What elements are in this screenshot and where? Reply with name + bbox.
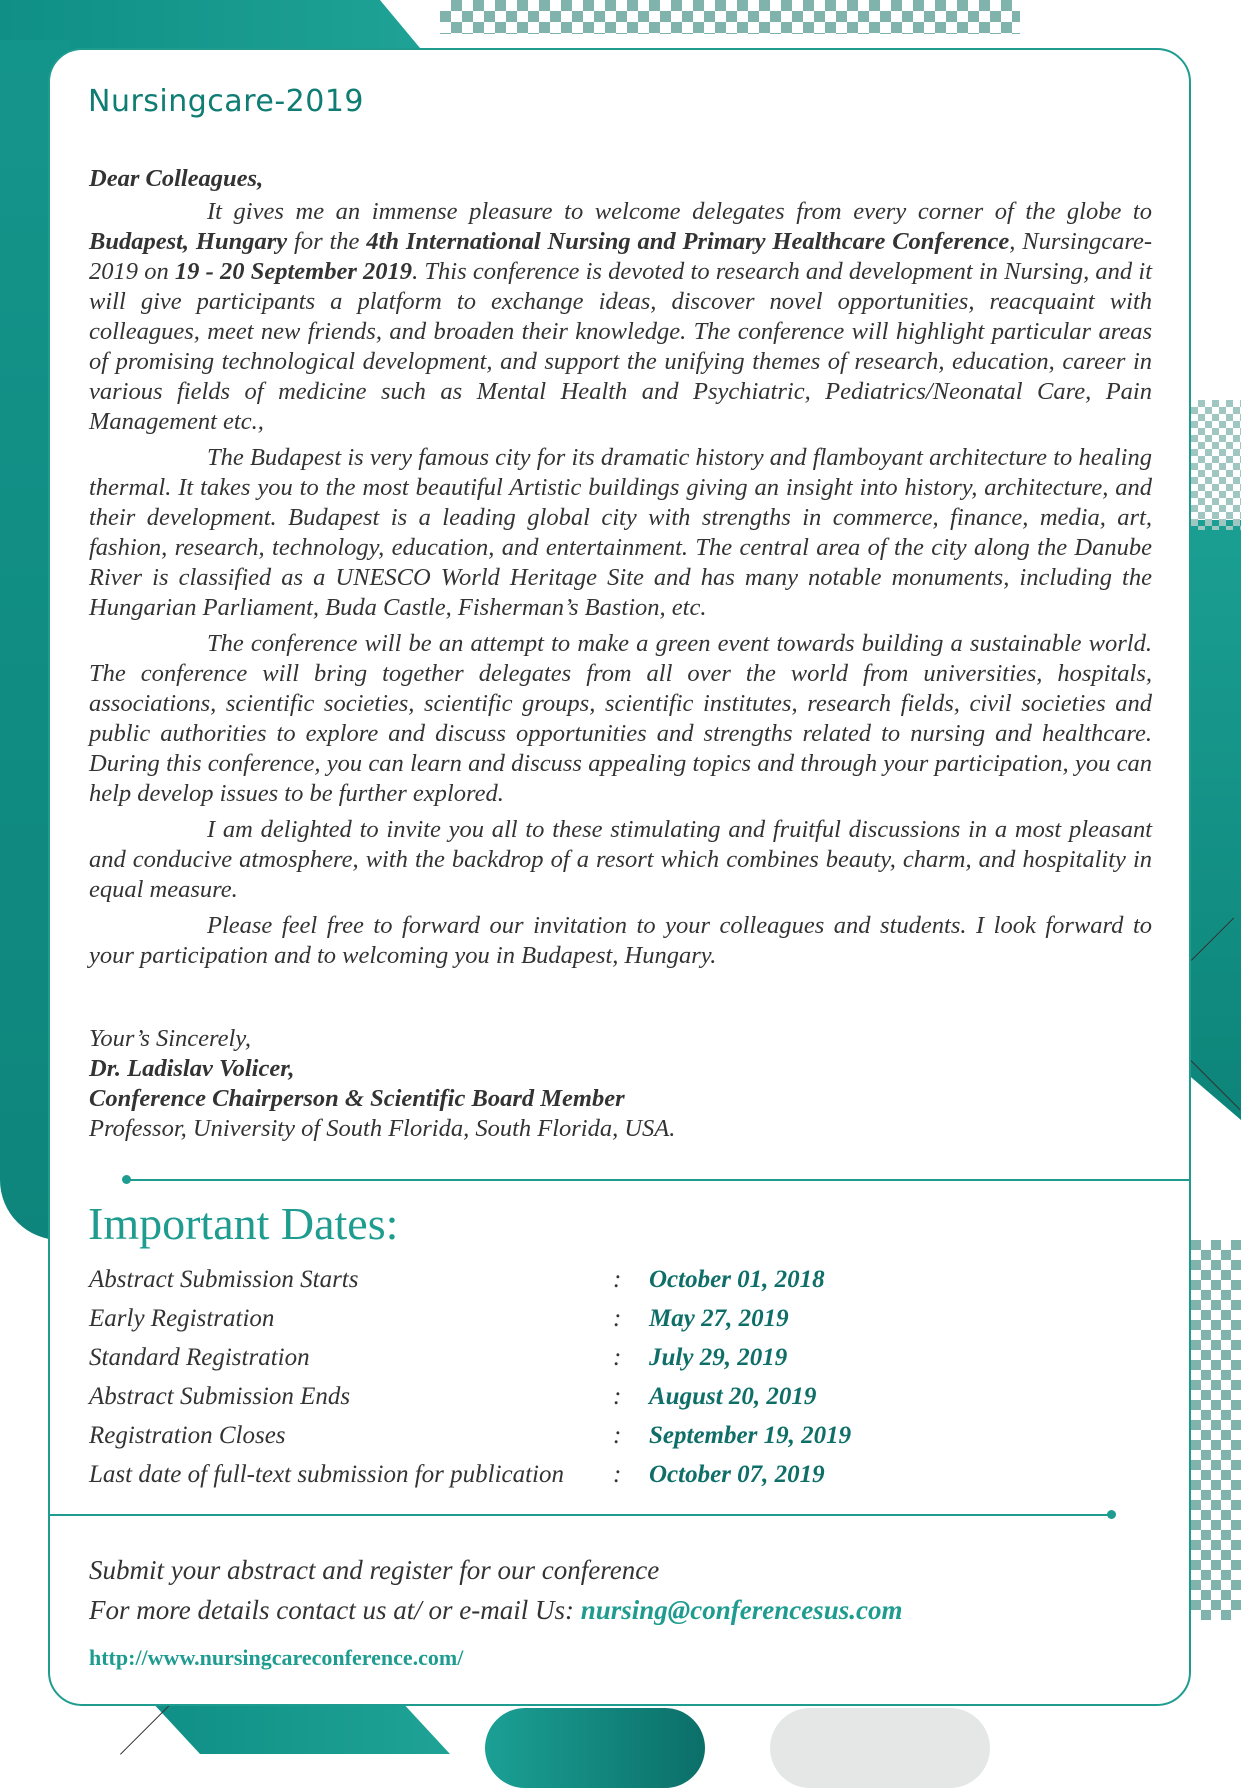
date-value: May 27, 2019: [649, 1305, 789, 1332]
letter-paragraph-5: Please feel free to forward our invitation to your colleagues and students. I look forward to your participation and to welcoming you in Budapest, Hungary.: [89, 912, 1152, 969]
date-label: Early Registration: [89, 1305, 275, 1332]
signature-role: Conference Chairperson & Scientific Board Member: [89, 1085, 625, 1112]
important-dates-list: [89, 1266, 989, 1500]
letter-paragraph-2: The Budapest is very famous city for its dramatic history and flamboyant architecture to healing thermal. It takes you to the most beautiful Artistic buildings giving an insight into history, architecture, and their development. Budapest is a leading global city with strengths in commerce, finance, media, art, fashion, research, technology, education, and entertainment. The central area of the city along the Danube River is classified as a UNESCO World Heritage Site and has many notable monuments, including the Hungarian Parliament, Buda Castle, Fisherman’s Bastion, etc.: [89, 444, 1152, 621]
date-value: August 20, 2019: [649, 1383, 817, 1410]
text-span: It gives me an immense pleasure to welcome delegates from every corner of the globe to: [207, 198, 1152, 225]
signature-block: [89, 1024, 675, 1144]
date-value: October 07, 2019: [649, 1461, 825, 1488]
text-span: for the: [287, 228, 367, 255]
signature-closing: Your’s Sincerely,: [89, 1025, 251, 1052]
decor-grey-pill-bottom: [770, 1708, 990, 1788]
date-label: Last date of full-text submission for publication: [89, 1461, 564, 1488]
text-span: , Nursingcare-2019 on: [89, 228, 1152, 285]
website-link[interactable]: http://www.nursingcareconference.com/: [89, 1645, 464, 1670]
decor-line: [120, 1705, 170, 1755]
text-span: . This conference is devoted to research and development in Nursing, and it will give participants a platform to exchange ideas, discover novel opportunities, reacquaint with colleagues, meet new friends, and broaden their knowledge. The conference will highlight particular areas of promising technological development, and support the unifying themes of research, education, career in various fields of medicine such as Mental Health and Psychiatric, Pediatrics/Neonatal Care, Pain Management etc.,: [89, 258, 1152, 435]
letter-paragraph-1: [89, 197, 1152, 437]
date-row: [89, 1422, 989, 1461]
decor-teal-bottom: [150, 1700, 450, 1754]
date-label: Abstract Submission Starts: [89, 1266, 359, 1293]
date-row: [89, 1344, 989, 1383]
important-dates-title: Important Dates:: [88, 1198, 399, 1249]
cta-line-2-prefix: For more details contact us at/ or e-mail Us:: [89, 1595, 581, 1625]
cta-line-1: Submit your abstract and register for our conference: [89, 1555, 660, 1585]
date-separator: :: [613, 1344, 622, 1371]
signature-affiliation: Professor, University of South Florida, South Florida, USA.: [89, 1115, 676, 1142]
brand-title: Nursingcare-2019: [88, 84, 364, 119]
letter-paragraph-4: I am delighted to invite you all to these stimulating and fruitful discussions in a most pleasant and conducive atmosphere, with the backdrop of a resort which combines beauty, charm, and hospitality in equal measure.: [89, 816, 1152, 903]
date-label: Abstract Submission Ends: [89, 1383, 351, 1410]
date-separator: :: [613, 1422, 622, 1449]
location-highlight: Budapest, Hungary: [89, 228, 288, 255]
date-label: Standard Registration: [89, 1344, 310, 1371]
divider-dot: [122, 1175, 131, 1184]
date-value: September 19, 2019: [649, 1422, 852, 1449]
date-separator: :: [613, 1461, 622, 1488]
decor-checker-right-upper: [1191, 400, 1241, 530]
cta-line-2: [89, 1590, 902, 1630]
date-separator: :: [613, 1305, 622, 1332]
date-separator: :: [613, 1266, 622, 1293]
call-to-action: [89, 1550, 902, 1630]
letter-greeting: Dear Colleagues,: [89, 165, 264, 192]
date-separator: :: [613, 1383, 622, 1410]
contact-email-link[interactable]: nursing@conferencesus.com: [580, 1595, 903, 1625]
date-value: October 01, 2018: [649, 1266, 825, 1293]
date-row: [89, 1266, 989, 1305]
decor-pill-bottom: [485, 1708, 705, 1788]
date-value: July 29, 2019: [649, 1344, 788, 1371]
conference-date-highlight: 19 - 20 September 2019: [174, 258, 413, 285]
date-row: [89, 1383, 989, 1422]
divider-bottom: [48, 1514, 1112, 1516]
welcome-letter: [89, 164, 1152, 977]
divider-top: [127, 1179, 1191, 1181]
letter-paragraph-3: The conference will be an attempt to make a green event towards building a sustainable world. The conference will bring together delegates from all over the world from universities, hospitals, associations, scientific societies, scientific groups, scientific institutes, research fields, civil societies and public authorities to explore and discuss opportunities and strengths related to nursing and healthcare. During this conference, you can learn and discuss appealing topics and through your participation, you can help develop issues to be further explored.: [89, 630, 1152, 807]
date-row: [89, 1305, 989, 1344]
decor-checker-top: [440, 0, 1020, 34]
date-label: Registration Closes: [89, 1422, 286, 1449]
signature-name: Dr. Ladislav Volicer,: [89, 1055, 295, 1082]
date-row: [89, 1461, 989, 1500]
divider-dot: [1107, 1510, 1116, 1519]
conference-name-highlight: 4th International Nursing and Primary Healthcare Conference: [366, 228, 1010, 255]
